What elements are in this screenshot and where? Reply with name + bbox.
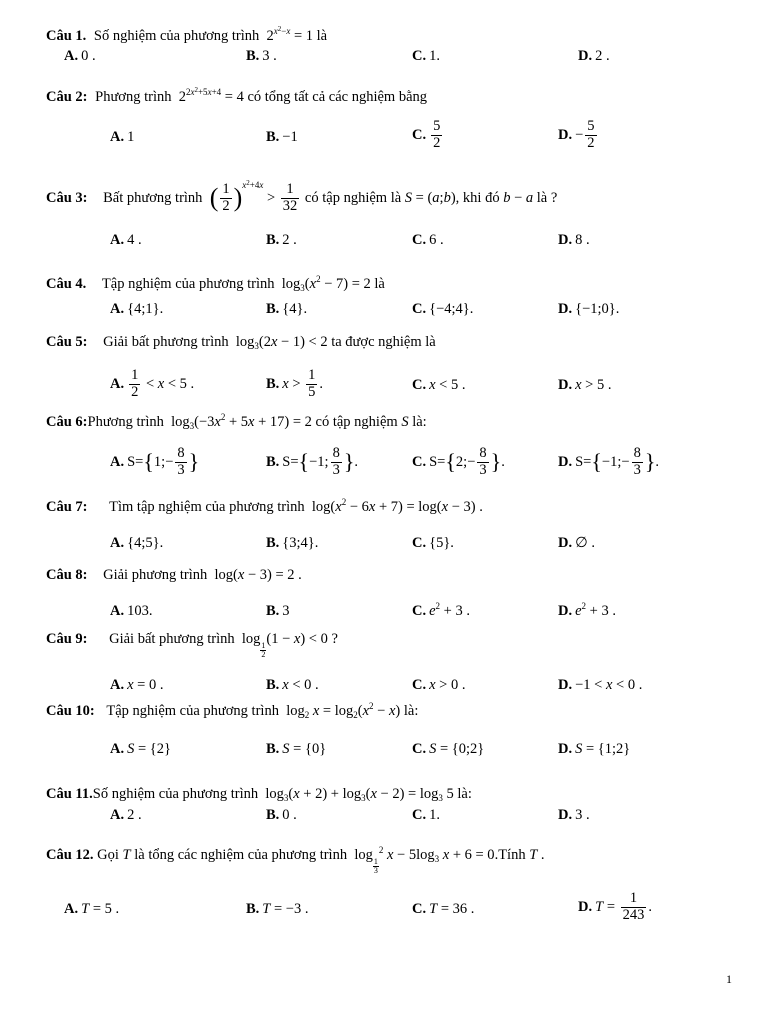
option-b[interactable]: B. S={−1; $\frac{8}{3}$ }.: [266, 445, 359, 478]
option-c[interactable]: C. 1.: [412, 807, 440, 823]
option-a[interactable]: A. S = {2}: [110, 741, 171, 757]
question-10-stem: [46, 703, 418, 720]
option-b[interactable]: B. 3: [266, 603, 290, 619]
question-text: Gọi: [97, 847, 119, 863]
option-c[interactable]: C. 6 .: [412, 232, 444, 248]
option-d[interactable]: D. x > 5 .: [558, 377, 612, 393]
equation: log $_{\frac{1}{3}}$ $^2$ $x - 5\log_3$ x + 6 = 0: [350, 845, 495, 876]
question-4-stem: [46, 276, 385, 293]
question-label: Câu 9:: [46, 631, 88, 647]
question-text-end: ta được nghiệm là: [331, 334, 436, 350]
option-b[interactable]: B. 3 .: [246, 48, 277, 64]
question-text-end: là: [316, 28, 328, 44]
question-text: Tập nghiệm của phương trình: [101, 276, 275, 292]
question-label: Câu 7:: [46, 499, 88, 515]
question-text-mid: là tổng các nghiệm của phương trình: [134, 847, 348, 863]
question-text: Số nghiệm của phương trình: [92, 786, 259, 802]
question-text-end: là: [374, 276, 385, 292]
option-b[interactable]: B. S = {0}: [266, 741, 327, 757]
question-label: Câu 1.: [46, 28, 87, 44]
question-text: Giải phương trình: [103, 567, 208, 583]
question-text: Giải bất phương trình: [103, 334, 229, 350]
option-a[interactable]: A. {4;1}.: [110, 301, 164, 317]
equation: $2^{x^2-x} = 1$: [262, 25, 314, 44]
question-6-stem: Câu 6:Phương trình $\log_3(-3x^2 + 5x + 17) = 2$ có tập nghiệm S là:: [46, 412, 427, 431]
equation: $\log_3(x + 2) + \log_3(x - 2) = \log_3 5$: [261, 786, 454, 803]
question-label: Câu 6:: [46, 414, 88, 430]
equation: $2^{2x^2+5x+4} = 4$: [175, 86, 244, 105]
option-b[interactable]: B. 0 .: [266, 807, 297, 823]
option-a[interactable]: A. x = 0 .: [110, 677, 164, 693]
option-c[interactable]: C. S={2;− $\frac{8}{3}$ }.: [412, 445, 505, 478]
question-label: Câu 10:: [46, 703, 95, 719]
option-d[interactable]: D. − $\frac{5}{2}$: [558, 118, 595, 151]
option-c[interactable]: C. x < 5 .: [412, 377, 466, 393]
option-b[interactable]: B. 2 .: [266, 232, 297, 248]
question-label: Câu 5:: [46, 334, 88, 350]
question-text-end: là:: [457, 786, 472, 802]
equation: log(x − 3) = 2 .: [210, 567, 302, 583]
question-text: Phương trình: [87, 414, 164, 430]
option-d[interactable]: D. T = $\frac{1}{243}$ .: [578, 890, 652, 923]
equation: $\log_2 x = \log_2(x^2 - x)$: [282, 701, 401, 720]
question-7-stem: [46, 499, 483, 516]
question-text-mid2: , khi đó: [455, 189, 500, 206]
option-a[interactable]: A. 1: [110, 129, 135, 145]
question-text-end: có tổng tất cả các nghiệm bằng: [247, 89, 428, 105]
equation: $\log_3(x^2 - 7) = 2$: [278, 274, 371, 293]
question-text: Phương trình: [95, 89, 172, 105]
option-d[interactable]: D. S = {1;2}: [558, 741, 631, 757]
option-b[interactable]: B. x > $\frac{1}{5}$ .: [266, 367, 324, 400]
question-text: Tập nghiệm của phương trình: [106, 703, 279, 719]
option-b[interactable]: B. x < 0 .: [266, 677, 319, 693]
question-11-stem: [46, 786, 472, 803]
question-9-stem: [46, 631, 338, 660]
option-a[interactable]: A. T = 5 .: [64, 901, 120, 917]
inequality: log $_{\frac{1}{2}}$ (1 − x) < 0 ?: [238, 631, 338, 660]
option-c[interactable]: C. {5}.: [412, 535, 454, 551]
question-label: Câu 4.: [46, 276, 87, 292]
question-text-end: là:: [412, 414, 427, 430]
option-a[interactable]: A. 0 .: [64, 48, 96, 64]
question-label: Câu 11.: [46, 786, 93, 802]
option-d[interactable]: D. −1 < x < 0 .: [558, 677, 643, 693]
option-c[interactable]: C. $e^2 + 3$ .: [412, 601, 470, 619]
equation: $\log_3(-3x^2 + 5x + 17) = 2$: [167, 412, 312, 431]
option-b[interactable]: B. {3;4}.: [266, 535, 319, 551]
question-text: Số nghiệm của phương trình: [93, 28, 260, 44]
question-text: Tìm tập nghiệm của phương trình: [109, 499, 305, 515]
question-label: Câu 8:: [46, 567, 88, 583]
option-c[interactable]: C. {−4;4}.: [412, 301, 474, 317]
question-text-mid: có tập nghiệm: [315, 414, 398, 430]
option-a[interactable]: A. 2 .: [110, 807, 142, 823]
option-d[interactable]: D. 3 .: [558, 807, 590, 823]
question-label: Câu 2:: [46, 89, 88, 105]
option-d[interactable]: D. $e^2 + 3$ .: [558, 601, 616, 619]
solution-set: S = (a;b): [404, 189, 456, 206]
option-d[interactable]: D. {−1;0}.: [558, 301, 620, 317]
option-c[interactable]: C. S = {0;2}: [412, 741, 485, 757]
question-1-stem: [46, 25, 328, 45]
option-d[interactable]: D. ∅ .: [558, 535, 595, 551]
option-b[interactable]: B. −1: [266, 129, 298, 145]
option-a[interactable]: A. $\frac{1}{2}$ < x < 5 .: [110, 367, 195, 400]
question-text: Giải bất phương trình: [109, 631, 235, 647]
option-b[interactable]: B. T = −3 .: [246, 901, 309, 917]
fraction: $\frac{5}{2}$: [587, 118, 595, 151]
question-label: Câu 3:: [46, 189, 88, 206]
page-number: 1: [726, 972, 732, 986]
question-text-mid: có tập nghiệm là: [304, 189, 402, 206]
option-c[interactable]: C. 1.: [412, 48, 440, 64]
option-d[interactable]: D. 2 .: [578, 48, 610, 64]
question-5-stem: [46, 334, 436, 351]
question-8-stem: [46, 567, 302, 584]
expression: b − a: [503, 189, 534, 206]
inequality: $\log_3(2x - 1) < 2$: [232, 334, 328, 351]
option-a[interactable]: A. 103.: [110, 603, 153, 619]
fraction: $\frac{5}{2}$: [433, 118, 441, 151]
option-a[interactable]: A. 4 .: [110, 232, 142, 248]
option-d[interactable]: D. 8 .: [558, 232, 590, 248]
question-text: Bất phương trình: [103, 189, 203, 206]
question-2-stem: [46, 86, 428, 106]
option-b[interactable]: B. {4}.: [266, 301, 308, 317]
option-c[interactable]: C. x > 0 .: [412, 677, 466, 693]
option-c[interactable]: C. $\frac{5}{2}$: [412, 118, 441, 151]
question-text-mid2: .Tính: [494, 847, 526, 863]
option-c[interactable]: C. T = 36 .: [412, 901, 475, 917]
option-a[interactable]: A. S={1;− $\frac{8}{3}$ }: [110, 445, 200, 478]
equation: ( $\frac{1}{2}$ )$^{x^2+4x}$ > $\frac{1}{32}$: [209, 178, 298, 214]
option-a[interactable]: A. {4;5}.: [110, 535, 164, 551]
question-label: Câu 12.: [46, 847, 94, 863]
question-text-end: là:: [403, 703, 419, 719]
option-d[interactable]: D. S={−1;− $\frac{8}{3}$ }.: [558, 445, 659, 478]
question-12-stem: Câu 12. Gọi T là tổng các nghiệm của phương trình log $_{\frac{1}{3}}$ $^2$ $x - 5\log_3$ x + 6 = 0.Tính T .: [46, 845, 545, 876]
question-text-end: là ?: [536, 189, 558, 206]
equation: $\log(x^2 - 6x + 7) = \log(x - 3)$ .: [308, 497, 483, 515]
question-3-stem: [46, 178, 558, 215]
